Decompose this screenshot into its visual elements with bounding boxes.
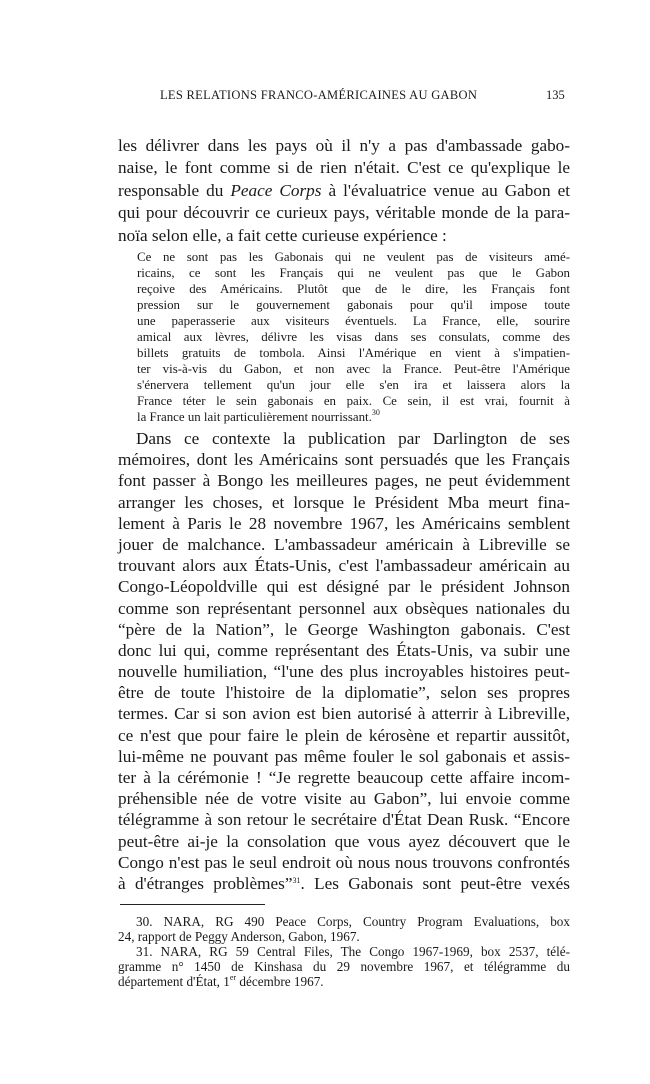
- quote-line: billets gratuits de tombola. Ainsi l'Amérique en vient à s'impatien-: [137, 346, 570, 360]
- text-line: lement à Paris le 28 novembre 1967, les Américains semblent: [118, 513, 570, 533]
- text-line: Congo-Léopoldville qui est désigné par le président Johnson: [118, 577, 570, 597]
- paragraph-1: [118, 135, 570, 247]
- text-line: jouer de malchance. L'ambassadeur américain à Libreville se: [118, 534, 570, 554]
- text-line: Dans ce contexte la publication par Darlington de ses: [136, 429, 570, 448]
- footnote-line: 30. NARA, RG 490 Peace Corps, Country Program Evaluations, box: [136, 914, 570, 929]
- text-line: font passer à Bongo les meilleures pages, ne peut évidemment: [118, 471, 570, 491]
- footnotes: [118, 914, 570, 989]
- quote-line: ter vis-à-vis du Gabon, et non avec la France. Peut-être l'Amérique: [137, 362, 570, 376]
- text-line: peut-être ai-je la consolation que vous ayez découvert que le: [118, 831, 570, 851]
- superscript: er: [229, 973, 237, 982]
- text-segment: la France un lait particulièrement nourrissant.: [137, 410, 372, 424]
- footnote-line: gramme n° 1450 de Kinshasa du 29 novembre 1967, et télégramme du: [118, 959, 570, 974]
- text-line: être de toute l'histoire de la diplomatie”, selon ses propres: [118, 683, 570, 703]
- text-line: trouvant alors aux États-Unis, c'est l'ambassadeur américain au: [118, 556, 570, 576]
- text-line: les délivrer dans les pays où il n'y a pas d'ambassade gabo-: [118, 136, 570, 155]
- text-line: comme son représentant personnel aux obsèques nationales du: [118, 598, 570, 618]
- text-segment: à d'étranges problèmes”: [118, 873, 293, 893]
- text-segment: département d'État, 1: [118, 974, 230, 989]
- text-line: [118, 180, 570, 202]
- italic-title: Peace Corps: [230, 180, 322, 200]
- paragraph-2: [118, 428, 570, 894]
- footnote-line: [118, 974, 570, 989]
- quote-line: une paperasserie aux visiteurs éventuels. La France, elle, sourire: [137, 314, 570, 328]
- text-line: mémoires, dont les Américains sont persuadés que les Français: [118, 450, 570, 470]
- text-line: nouvelle humiliation, “l'une des plus incroyables histoires peut-: [118, 662, 570, 682]
- footnote-line: 31. NARA, RG 59 Central Files, The Congo 1967-1969, box 2537, télé-: [136, 944, 570, 959]
- running-title: LES RELATIONS FRANCO-AMÉRICAINES AU GABON: [160, 88, 478, 102]
- quote-line: amical aux lèvres, délivre les visas dans ses consulats, comme des: [137, 330, 570, 344]
- text-line: donc lui qui, comme représentant des États-Unis, va subir une: [118, 640, 570, 660]
- quote-line: Ce ne sont pas les Gabonais qui ne veulent pas de visiteurs amé-: [137, 250, 570, 264]
- text-line: “père de la Nation”, le George Washington gabonais. C'est: [118, 619, 570, 639]
- text-line: Congo n'est pas le seul endroit où nous nous trouvons confrontés: [118, 852, 570, 872]
- text-line: télégramme à son retour le secrétaire d'État Dean Rusk. “Encore: [118, 810, 570, 830]
- text-segment: à l'évaluatrice venue au Gabon et: [321, 180, 570, 200]
- text-line: ter à la cérémonie ! “Je regrette beaucoup cette affaire incom-: [118, 768, 570, 787]
- footnote-line: 24, rapport de Peggy Anderson, Gabon, 1967.: [118, 929, 360, 944]
- text-line: [118, 873, 570, 894]
- text-line: naise, le font comme si de rien n'était. C'est ce qu'explique le: [118, 158, 570, 178]
- quote-line: s'énervera tellement qu'un jour elle s'en ira et laissera alors la: [137, 378, 570, 392]
- footnote-separator: [120, 904, 265, 905]
- quote-line: reçoive des Américains. Plutôt que de le dire, les Français font: [137, 282, 570, 296]
- text-line: termes. Car si son avion est bien autorisé à atterrir à Libreville,: [118, 704, 570, 724]
- text-segment: . Les Gabonais sont peut-être vexés: [300, 873, 570, 893]
- quote-line: France téter le sein gabonais en paix. Ce sein, il est vrai, fournit à: [137, 394, 570, 408]
- text-segment: décembre 1967.: [236, 974, 324, 989]
- text-line: noïa selon elle, a fait cette curieuse expérience :: [118, 225, 447, 245]
- footnote-ref: 30: [371, 408, 380, 417]
- text-line: lui-même ne pouvant pas même fouler le sol gabonais et assis-: [118, 746, 570, 766]
- quote-line: pression sur le gouvernement gabonais pour qu'il impose toute: [137, 298, 570, 312]
- quote-line: [137, 409, 570, 425]
- page-number: 135: [546, 88, 565, 102]
- text-line: arranger les choses, et lorsque le Président Mba meurt fina-: [118, 492, 570, 512]
- text-line: préhensible née de votre visite au Gabon”, lui envoie comme: [118, 789, 570, 809]
- footnote-ref: 31: [292, 875, 301, 885]
- block-quote: [137, 249, 570, 425]
- text-line: qui pour découvrir ce curieux pays, véritable monde de la para-: [118, 203, 570, 223]
- text-line: ce n'est que pour faire le plein de kérosène et repartir aussitôt,: [118, 725, 570, 745]
- text-segment: responsable du: [118, 180, 231, 200]
- quote-line: ricains, ce sont les Français qui ne veulent pas que le Gabon: [137, 266, 570, 280]
